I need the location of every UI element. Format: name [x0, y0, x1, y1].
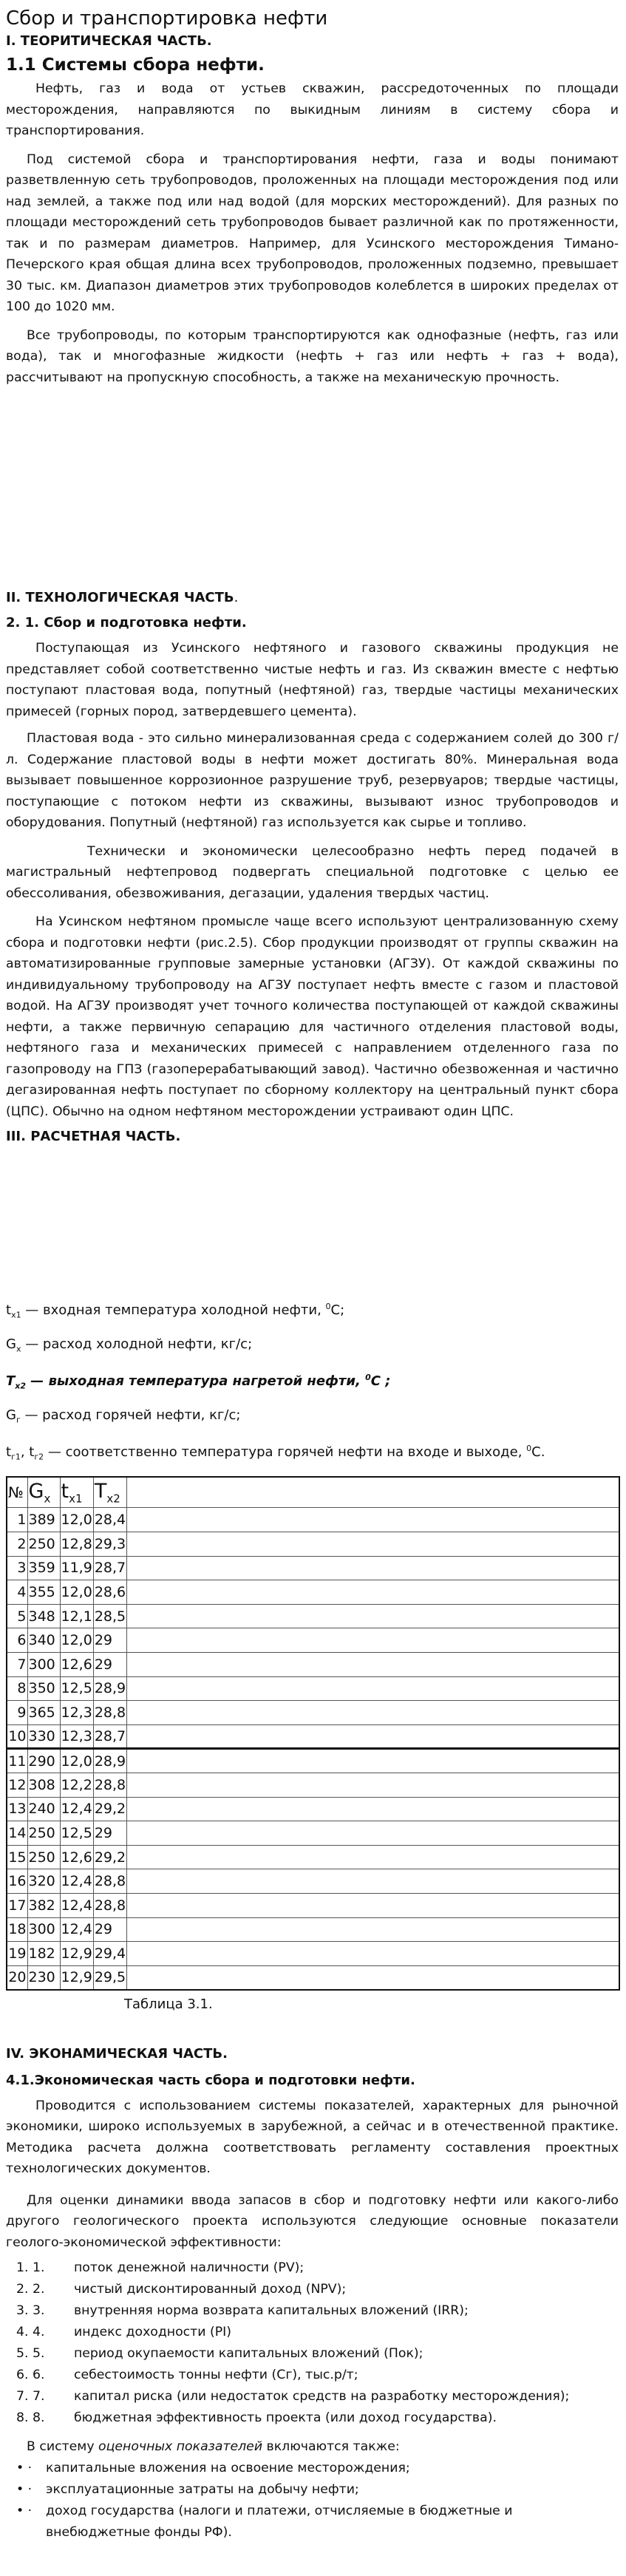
section-2-paragraph-3: Технически и экономически целесообразно нефть перед подачей в магистральный нефтепровод подвергать специальной подготовке с целью ее обессоливания, обезвоживания, дегазации, удаления твердых частиц.	[6, 843, 619, 901]
section-1-subheading: 1.1 Системы сбора нефти.	[6, 55, 265, 75]
list-item	[16, 2279, 619, 2300]
table-cell: 12,9	[60, 1942, 93, 1966]
table-cell: 12,4	[60, 1893, 93, 1917]
table-cell: 12,2	[60, 1773, 93, 1798]
table-row	[7, 1701, 619, 1725]
table-cell: 5	[7, 1604, 27, 1628]
list-item	[16, 2386, 619, 2407]
table-cell: 12,5	[60, 1821, 93, 1846]
list-text: период окупаемости капитальных вложений (Пок);	[74, 2346, 423, 2362]
table-row	[7, 1676, 619, 1701]
list-text: внутренняя норма возврата капитальных вложений (IRR);	[74, 2303, 469, 2319]
section-4-paragraph-3: В систему оценочных показателей включаются также:	[27, 2439, 400, 2455]
table-cell: 3	[7, 1556, 27, 1580]
table-cell-empty	[127, 1701, 619, 1725]
table-cell: 14	[7, 1821, 27, 1846]
section-2-heading-text: II. ТЕХНОЛОГИЧЕСКАЯ ЧАСТЬ	[6, 590, 234, 605]
section-2-subheading: 2. 1. Сбор и подготовка нефти.	[6, 615, 247, 631]
variable-tx1: $t_{х1}$ — входная температура холодной нефти, $^0$С;	[6, 1302, 345, 1320]
table-cell-empty	[127, 1676, 619, 1701]
list-number: 3.	[33, 2303, 45, 2319]
additional-indicators-list	[6, 2458, 619, 2543]
bullet-item	[16, 2479, 619, 2501]
list-text: индекс доходности (PI)	[74, 2325, 231, 2340]
list-text: бюджетная эффективность проекта (или доход государства).	[74, 2410, 497, 2426]
table-cell: 12,0	[60, 1628, 93, 1653]
table-cell-empty	[127, 1797, 619, 1821]
table-cell-empty	[127, 1942, 619, 1966]
indicators-list	[6, 2257, 619, 2429]
table-cell: 16	[7, 1869, 27, 1894]
list-text: себестоимость тонны нефти (Сг), тыс.р/т;	[74, 2368, 358, 2383]
list-number: 2.	[33, 2282, 45, 2297]
table-cell: 2	[7, 1532, 27, 1557]
table-cell-empty	[127, 1724, 619, 1749]
bullet-text: эксплуатационные затраты на добычу нефти;	[46, 2481, 359, 2497]
list-item	[16, 2365, 619, 2386]
table-header-row	[7, 1477, 619, 1508]
section-2-heading-dot: .	[234, 590, 239, 605]
table-cell: 240	[27, 1797, 60, 1821]
table-cell: 17	[7, 1893, 27, 1917]
table-cell: 12,8	[60, 1532, 93, 1557]
table-row	[7, 1580, 619, 1605]
list-number: 7.	[33, 2389, 45, 2405]
table-cell: 12,5	[60, 1676, 93, 1701]
list-marker: 7.	[16, 2389, 29, 2405]
table-cell: 250	[27, 1821, 60, 1846]
table-cell: 12,0	[60, 1580, 93, 1605]
table-cell: 12	[7, 1773, 27, 1798]
table-row	[7, 1797, 619, 1821]
table-body	[7, 1508, 619, 1990]
list-item	[16, 2300, 619, 2322]
section-3-heading: III. РАСЧЕТНАЯ ЧАСТЬ.	[6, 1129, 181, 1144]
table-cell-empty	[127, 1773, 619, 1798]
bullet-marker: • ·	[16, 2460, 33, 2475]
table-cell: 389	[27, 1508, 60, 1532]
table-row	[7, 1965, 619, 1990]
table-cell-empty	[127, 1821, 619, 1846]
table-row	[7, 1869, 619, 1894]
table-row	[7, 1604, 619, 1628]
header-tx2: $T_{х2}$	[93, 1477, 126, 1508]
table-cell-empty	[127, 1869, 619, 1894]
list-text: капитал риска (или недостаток средств на разработку месторождения);	[74, 2389, 570, 2405]
bullet-item	[16, 2458, 619, 2479]
table-row	[7, 1724, 619, 1749]
table-cell: 12,6	[60, 1845, 93, 1869]
table-cell: 12,1	[60, 1604, 93, 1628]
table-cell: 29	[93, 1628, 126, 1653]
list-item	[16, 2257, 619, 2279]
table-cell: 182	[27, 1942, 60, 1966]
table-cell: 340	[27, 1628, 60, 1653]
table-cell-empty	[127, 1532, 619, 1557]
list-marker: 8.	[16, 2410, 29, 2426]
table-row	[7, 1653, 619, 1677]
table-cell: 20	[7, 1965, 27, 1990]
table-cell-empty	[127, 1965, 619, 1990]
header-number: №	[7, 1477, 27, 1508]
table-cell-empty	[127, 1508, 619, 1532]
table-cell: 10	[7, 1724, 27, 1749]
table-cell: 29	[93, 1653, 126, 1677]
bullet-marker: • ·	[16, 2503, 33, 2518]
table-row	[7, 1773, 619, 1798]
table-cell: 15	[7, 1845, 27, 1869]
table-cell: 300	[27, 1917, 60, 1942]
table-cell: 250	[27, 1532, 60, 1557]
table-cell: 250	[27, 1845, 60, 1869]
section-4-subheading: 4.1.Экономическая часть сбора и подготовки нефти.	[6, 2072, 415, 2088]
header-empty	[127, 1477, 619, 1508]
table-row	[7, 1845, 619, 1869]
table-cell-empty	[127, 1556, 619, 1580]
section-4-paragraph-2: Для оценки динамики ввода запасов в сбор и подготовку нефти или какого-либо другого геологического проекта используются следующие основные показатели геолого-экономической эффективности:	[6, 2192, 619, 2250]
table-cell: 18	[7, 1917, 27, 1942]
section-4-heading: IV. ЭКОНАМИЧЕСКАЯ ЧАСТЬ.	[6, 2045, 228, 2062]
table-cell: 28,8	[93, 1701, 126, 1725]
table-cell: 12,0	[60, 1749, 93, 1773]
list-number: 6.	[33, 2368, 45, 2383]
section-2-paragraph-4: На Усинском нефтяном промысле чаще всего используют централизованную схему сбора и подготовки нефти (рис.2.5). Сбор продукции производят от группы скважин на автоматизированные групповые замерные установки (АГЗУ). От каждой скважины по индивидуальному трубопроводу на АГЗУ поступает нефть вместе с газом и пластовой водой. На АГЗУ производят учет точного количества поступающей от каждой скважины нефти, а также первичную сепарацию для частичного отделения пластовой воды, нефтяного газа и механических примесей с направлением отделенного газа по газопроводу на ГПЗ (газоперерабатывающий завод). Частично обезвоженная и частично дегазированная нефть поступает по сборному коллектору на центральный пункт сбора (ЦПС). Обычно на одном нефтяном месторождении устраивают один ЦПС.	[6, 914, 619, 1119]
variable-tx2: $T_{х2}$ — выходная температура нагретой нефти, $^0$С ;	[6, 1373, 391, 1391]
section-1-heading: I. ТЕОРИТИЧЕСКАЯ ЧАСТЬ.	[6, 33, 212, 49]
table-cell: 29,2	[93, 1797, 126, 1821]
table-cell: 330	[27, 1724, 60, 1749]
bullet-text: доход государства (налоги и платежи, отчисляемые в бюджетные и внебюджетные фонды РФ).	[46, 2503, 513, 2540]
table-row	[7, 1821, 619, 1846]
section-1-paragraph-3: Все трубопроводы, по которым транспортируются как однофазные (нефть, газ или вода), так и многофазные жидкости (нефть + газ или нефть + газ + вода), рассчитывают на пропускную способность, а также на механическую прочность.	[6, 327, 619, 385]
bullet-text: капитальные вложения на освоение месторождения;	[46, 2460, 410, 2475]
table-cell-empty	[127, 1917, 619, 1942]
header-tx1: $t_{х1}$	[60, 1477, 93, 1508]
table-cell: 300	[27, 1653, 60, 1677]
table-row	[7, 1556, 619, 1580]
list-text: чистый дисконтированный доход (NPV);	[74, 2282, 347, 2297]
table-caption: Таблица 3.1.	[124, 1996, 213, 2012]
table-cell: 28,8	[93, 1869, 126, 1894]
variable-gx: $G_х$ — расход холодной нефти, кг/с;	[6, 1336, 253, 1354]
table-cell: 12,9	[60, 1965, 93, 1990]
table-cell: 11,9	[60, 1556, 93, 1580]
list-number: 5.	[33, 2346, 45, 2362]
section-1-paragraph-1: Нефть, газ и вода от устьев скважин, рассредоточенных по площади месторождения, направляются по выкидным линиям в систему сбора и транспортирования.	[6, 81, 619, 138]
table-cell: 28,9	[93, 1749, 126, 1773]
data-table	[6, 1476, 620, 1991]
table-cell: 28,8	[93, 1893, 126, 1917]
table-cell: 230	[27, 1965, 60, 1990]
table-cell: 28,7	[93, 1724, 126, 1749]
table-row	[7, 1508, 619, 1532]
table-cell-empty	[127, 1580, 619, 1605]
variable-tg1-tg2: $t_{г1}$, $t_{г2}$ — соответственно температура горячей нефти на входе и выходе, $^0$С.	[6, 1444, 545, 1462]
table-cell: 308	[27, 1773, 60, 1798]
table-cell: 348	[27, 1604, 60, 1628]
table-cell-empty	[127, 1893, 619, 1917]
section-2-heading	[6, 588, 619, 608]
table-cell: 12,0	[60, 1508, 93, 1532]
table-cell: 290	[27, 1749, 60, 1773]
table-row	[7, 1917, 619, 1942]
table-cell: 28,8	[93, 1773, 126, 1798]
list-marker: 6.	[16, 2368, 29, 2383]
table-cell: 19	[7, 1942, 27, 1966]
document-title: Сбор и транспортировка нефти	[6, 7, 328, 30]
table-cell: 320	[27, 1869, 60, 1894]
table-cell: 7	[7, 1653, 27, 1677]
list-marker: 3.	[16, 2303, 29, 2319]
table-cell: 29,5	[93, 1965, 126, 1990]
list-item	[16, 2343, 619, 2365]
table-cell: 29,2	[93, 1845, 126, 1869]
section-1-paragraph-2: Под системой сбора и транспортирования нефти, газа и воды понимают разветвленную сеть трубопроводов, проложенных на площади месторождения под или над землей, а также под или над водой (для морских месторождений). Для разных по площади месторождений сеть трубопроводов бывает различной как по протяженности, так и по размерам диаметров. Например, для Усинского месторождения Тимано-Печерского края общая длина всех трубопроводов, проложенных подземно, превышает 30 тыс. км. Диапазон диаметров этих трубопроводов колеблется в широких пределах от 100 до 1020 мм.	[6, 152, 619, 314]
table-cell: 359	[27, 1556, 60, 1580]
list-marker: 1.	[16, 2260, 29, 2276]
bullet-item	[16, 2501, 619, 2543]
table-cell-empty	[127, 1628, 619, 1653]
section-2-paragraph-1: Поступающая из Усинского нефтяного и газового скважины продукция не представляет собой соответственно чистые нефть и газ. Из скважин вместе с нефтью поступают пластовая вода, попутный (нефтяной) газ, твердые частицы механических примесей (горных пород, затвердевшего цемента).	[6, 641, 619, 719]
table-cell: 28,7	[93, 1556, 126, 1580]
table-cell: 29	[93, 1821, 126, 1846]
table-cell: 29,4	[93, 1942, 126, 1966]
section-4-paragraph-1: Проводится с использованием системы показателей, характерных для рыночной экономики, широко используемых в зарубежной, а сейчас и в отечественной практике. Методика расчета должна соответствовать регламенту составления проектных технологических документов.	[6, 2098, 619, 2177]
list-marker: 5.	[16, 2346, 29, 2362]
table-cell: 8	[7, 1676, 27, 1701]
table-row	[7, 1628, 619, 1653]
table-cell-empty	[127, 1845, 619, 1869]
bullet-marker: • ·	[16, 2481, 33, 2497]
table-cell: 12,3	[60, 1701, 93, 1725]
table-row	[7, 1532, 619, 1557]
list-number: 1.	[33, 2260, 45, 2276]
table-cell: 28,4	[93, 1508, 126, 1532]
table-cell: 350	[27, 1676, 60, 1701]
list-text: поток денежной наличности (PV);	[74, 2260, 305, 2276]
table-row	[7, 1893, 619, 1917]
table-cell: 365	[27, 1701, 60, 1725]
table-cell: 28,5	[93, 1604, 126, 1628]
list-item	[16, 2407, 619, 2429]
table-cell: 6	[7, 1628, 27, 1653]
table-cell: 29	[93, 1917, 126, 1942]
table-cell: 355	[27, 1580, 60, 1605]
table-cell-empty	[127, 1749, 619, 1773]
table-cell: 382	[27, 1893, 60, 1917]
table-cell: 12,4	[60, 1797, 93, 1821]
table-cell: 12,6	[60, 1653, 93, 1677]
variable-gg: $G_г$ — расход горячей нефти, кг/с;	[6, 1407, 241, 1425]
table-row	[7, 1749, 619, 1773]
table-cell: 4	[7, 1580, 27, 1605]
list-marker: 2.	[16, 2282, 29, 2297]
list-number: 8.	[33, 2410, 45, 2426]
table-cell: 12,3	[60, 1724, 93, 1749]
table-cell-empty	[127, 1653, 619, 1677]
table-cell: 12,4	[60, 1917, 93, 1942]
table-cell: 28,9	[93, 1676, 126, 1701]
table-row	[7, 1942, 619, 1966]
table-cell-empty	[127, 1604, 619, 1628]
section-2-paragraph-2: Пластовая вода - это сильно минерализованная среда с содержанием солей до 300 г/л. Содержание пластовой воды в нефти может достигать 80%. Минеральная вода вызывает повышенное коррозионное разрушение труб, резервуаров; твердые частицы, поступающие с потоком нефти из скважины, вызывают износ трубопроводов и оборудования. Попутный (нефтяной) газ используется как сырье и топливо.	[6, 731, 619, 830]
header-gx: $G_х$	[27, 1477, 60, 1508]
table-cell: 28,6	[93, 1580, 126, 1605]
table-cell: 29,3	[93, 1532, 126, 1557]
table-cell: 13	[7, 1797, 27, 1821]
list-item	[16, 2322, 619, 2343]
table-cell: 12,4	[60, 1869, 93, 1894]
table-cell: 9	[7, 1701, 27, 1725]
list-marker: 4.	[16, 2325, 29, 2340]
table-cell: 11	[7, 1749, 27, 1773]
table-cell: 1	[7, 1508, 27, 1532]
list-number: 4.	[33, 2325, 45, 2340]
